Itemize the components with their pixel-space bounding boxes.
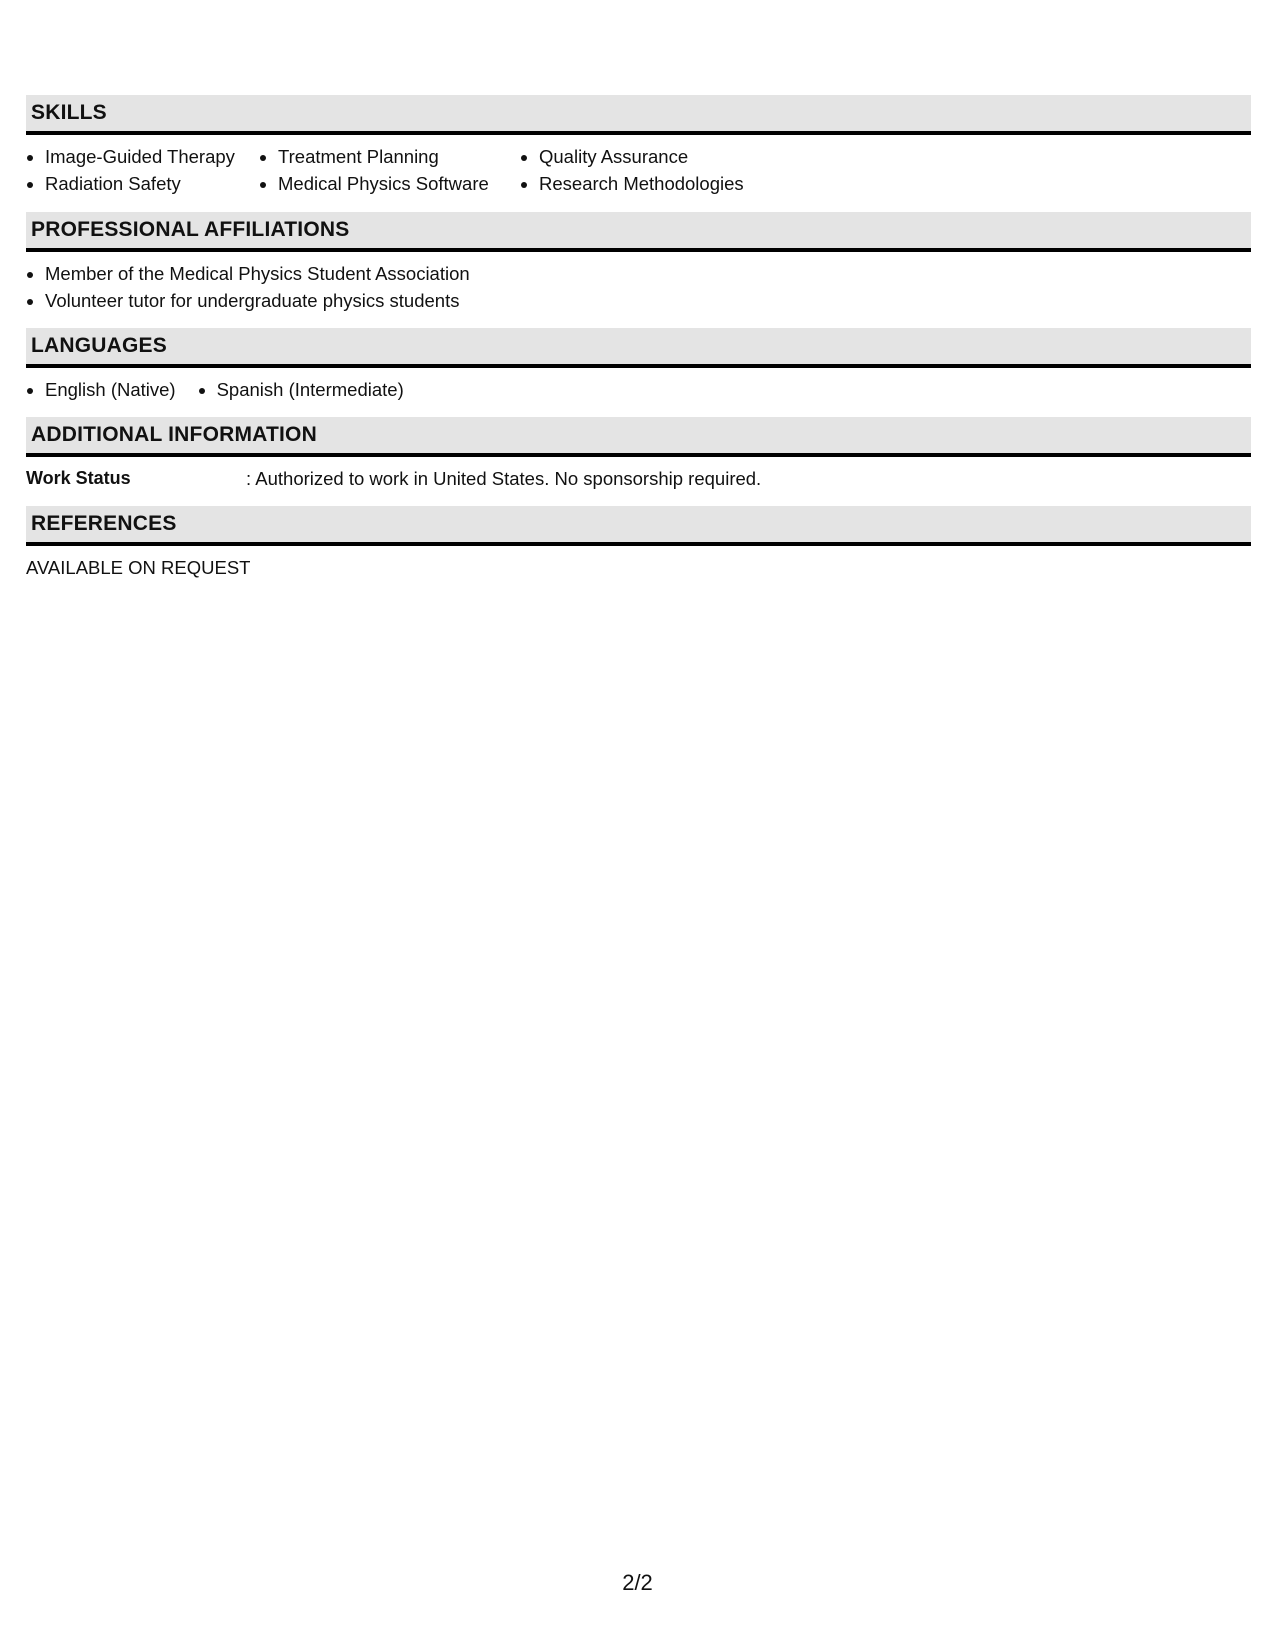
skill-item: Image-Guided Therapy bbox=[26, 143, 259, 170]
skill-item: Treatment Planning bbox=[259, 143, 520, 170]
skills-title: SKILLS bbox=[31, 101, 107, 124]
affiliations-section bbox=[26, 212, 1251, 314]
page-number: 2/2 bbox=[622, 1570, 653, 1595]
skills-section bbox=[26, 95, 1251, 197]
skills-column-1 bbox=[26, 143, 259, 197]
work-status-row bbox=[26, 465, 1251, 492]
language-item: Spanish (Intermediate) bbox=[198, 376, 404, 403]
affiliation-item: Volunteer tutor for undergraduate physics students bbox=[26, 287, 1251, 314]
language-item: English (Native) bbox=[26, 376, 176, 403]
resume-page bbox=[26, 95, 1251, 595]
skills-column-3 bbox=[520, 143, 820, 197]
languages-header bbox=[26, 328, 1251, 368]
work-status-value: : Authorized to work in United States. No sponsorship required. bbox=[246, 468, 762, 489]
skill-item: Research Methodologies bbox=[520, 170, 820, 197]
additional-info-header bbox=[26, 417, 1251, 457]
references-text: AVAILABLE ON REQUEST bbox=[26, 557, 251, 578]
skills-column-2 bbox=[259, 143, 520, 197]
references-header bbox=[26, 506, 1251, 546]
languages-title: LANGUAGES bbox=[31, 334, 167, 357]
affiliation-item: Member of the Medical Physics Student Association bbox=[26, 260, 1251, 287]
skills-list bbox=[26, 143, 1251, 197]
skill-item: Medical Physics Software bbox=[259, 170, 520, 197]
additional-info-title: ADDITIONAL INFORMATION bbox=[31, 423, 317, 446]
additional-info-section bbox=[26, 417, 1251, 492]
affiliations-title: PROFESSIONAL AFFILIATIONS bbox=[31, 218, 350, 241]
references-title: REFERENCES bbox=[31, 512, 177, 535]
languages-list bbox=[26, 376, 1251, 403]
skills-header bbox=[26, 95, 1251, 135]
affiliations-header bbox=[26, 212, 1251, 252]
skill-item: Quality Assurance bbox=[520, 143, 820, 170]
languages-section bbox=[26, 328, 1251, 403]
skill-item: Radiation Safety bbox=[26, 170, 259, 197]
work-status-label: Work Status bbox=[26, 468, 131, 488]
affiliations-list bbox=[26, 260, 1251, 314]
references-section bbox=[26, 506, 1251, 581]
